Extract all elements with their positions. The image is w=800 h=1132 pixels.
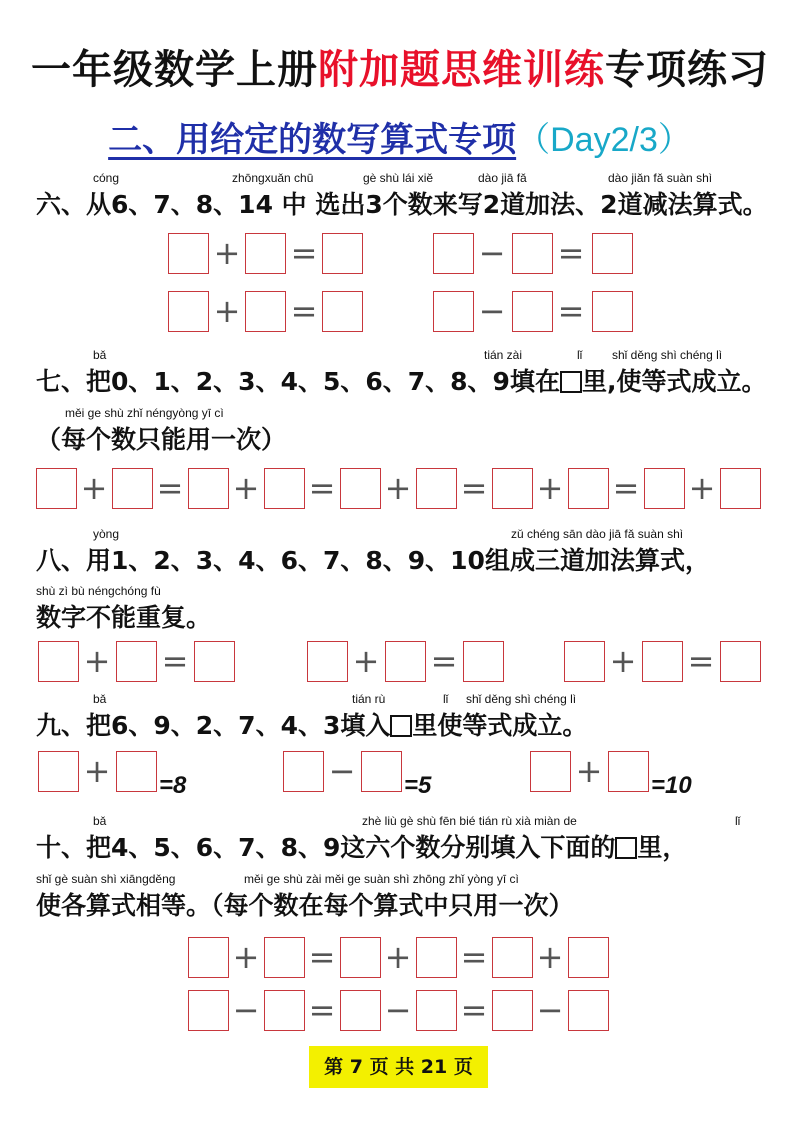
equals-sign: =	[308, 938, 336, 976]
q7-pinyin-line2: měi ge shù zhǐ néngyòng yī cì	[65, 406, 224, 420]
q9-result-3: =10	[651, 772, 692, 799]
q6-pinyin-cong: cóng	[93, 171, 120, 185]
plus-sign: +	[688, 469, 716, 507]
plus-sign: +	[536, 469, 564, 507]
answer-box[interactable]	[188, 990, 229, 1031]
q10-pinyin-line2a: shǐ gè suàn shì xiāngděng	[36, 872, 176, 886]
q7-pinyin-ba: bǎ	[93, 348, 107, 362]
answer-box[interactable]	[568, 937, 609, 978]
page-subtitle: 二、用给定的数写算式专项（Day2/3）	[108, 120, 692, 160]
q10-pinyin-ba: bǎ	[93, 814, 107, 828]
q10-pinyin-line1: zhè liù gè shù fēn bié tián rù xià miàn de	[362, 814, 577, 828]
answer-box[interactable]	[245, 291, 286, 332]
plus-sign: +	[83, 752, 111, 790]
answer-box[interactable]	[644, 468, 685, 509]
equals-sign: =	[687, 642, 715, 680]
answer-box[interactable]	[564, 641, 605, 682]
plus-sign: +	[80, 469, 108, 507]
minus-sign: −	[232, 991, 260, 1029]
answer-box[interactable]	[340, 937, 381, 978]
equals-sign: =	[308, 991, 336, 1029]
answer-box[interactable]	[512, 233, 553, 274]
q6-pinyin-daojiafa: dào jiā fǎ	[478, 171, 527, 185]
answer-box[interactable]	[416, 990, 457, 1031]
q9-result-1: =8	[159, 772, 187, 799]
q7-pinyin-li: lǐ	[577, 348, 583, 362]
answer-box[interactable]	[720, 641, 761, 682]
answer-box[interactable]	[116, 751, 157, 792]
q7-note: （每个数只能用一次）	[36, 425, 287, 454]
answer-box[interactable]	[608, 751, 649, 792]
q7-text: 七、把0、1、2、3、4、5、6、7、8、9填在 里,使等式成立。	[36, 367, 767, 396]
equals-sign: =	[290, 234, 318, 272]
q9-pinyin-tianru: tián rù	[352, 692, 386, 706]
inline-box-icon	[615, 837, 637, 859]
q10-text2: 使各算式相等。（每个数在每个算式中只用一次）	[36, 891, 574, 920]
equals-sign: =	[308, 469, 336, 507]
answer-box[interactable]	[463, 641, 504, 682]
answer-box[interactable]	[188, 468, 229, 509]
answer-box[interactable]	[307, 641, 348, 682]
answer-box[interactable]	[433, 233, 474, 274]
answer-box[interactable]	[36, 468, 77, 509]
q8-pinyin-line2: shù zì bù néngchóng fù	[36, 584, 161, 598]
q8-pinyin-yong: yòng	[93, 527, 120, 541]
q8-text: 八、用1、2、3、4、6、7、8、9、10组成三道加法算式，	[36, 546, 710, 575]
answer-box[interactable]	[264, 468, 305, 509]
equals-sign: =	[460, 938, 488, 976]
plus-sign: +	[232, 938, 260, 976]
inline-box-icon	[560, 371, 582, 393]
q9-text: 九、把6、9、2、7、4、3填入 里使等式成立。	[36, 711, 588, 740]
minus-sign: −	[478, 234, 506, 272]
answer-box[interactable]	[245, 233, 286, 274]
answer-box[interactable]	[283, 751, 324, 792]
equals-sign: =	[290, 292, 318, 330]
answer-box[interactable]	[168, 233, 209, 274]
minus-sign: −	[384, 991, 412, 1029]
q6-pinyin-daojianfa: dào jiǎn fǎ suàn shì	[608, 171, 713, 185]
page-number-footer: 第 7 页 共 21 页	[309, 1046, 488, 1088]
equals-sign: =	[557, 234, 585, 272]
answer-box[interactable]	[416, 468, 457, 509]
equals-sign: =	[161, 642, 189, 680]
answer-box[interactable]	[322, 233, 363, 274]
answer-box[interactable]	[492, 937, 533, 978]
answer-box[interactable]	[385, 641, 426, 682]
plus-sign: +	[609, 642, 637, 680]
q10-pinyin-line2b: měi ge shù zài měi ge suàn shì zhōng zhǐ yòng yī cì	[244, 872, 519, 886]
answer-box[interactable]	[38, 751, 79, 792]
minus-sign: −	[328, 752, 356, 790]
answer-box[interactable]	[322, 291, 363, 332]
minus-sign: −	[536, 991, 564, 1029]
page-title: 一年级数学上册附加题思维训练专项练习	[31, 47, 769, 93]
answer-box[interactable]	[194, 641, 235, 682]
answer-box[interactable]	[188, 937, 229, 978]
q9-result-2: =5	[404, 772, 432, 799]
q7-pinyin-tianzai: tián zài	[484, 348, 523, 362]
answer-box[interactable]	[116, 641, 157, 682]
answer-box[interactable]	[433, 291, 474, 332]
answer-box[interactable]	[340, 990, 381, 1031]
answer-box[interactable]	[492, 468, 533, 509]
answer-box[interactable]	[264, 990, 305, 1031]
plus-sign: +	[352, 642, 380, 680]
answer-box[interactable]	[340, 468, 381, 509]
answer-box[interactable]	[642, 641, 683, 682]
answer-box[interactable]	[720, 468, 761, 509]
plus-sign: +	[213, 234, 241, 272]
q7-pinyin-shideng: shǐ děng shì chéng lì	[612, 348, 723, 362]
inline-box-icon	[390, 715, 412, 737]
equals-sign: =	[430, 642, 458, 680]
q9-pinyin-ba: bǎ	[93, 692, 107, 706]
equals-sign: =	[156, 469, 184, 507]
plus-sign: +	[536, 938, 564, 976]
answer-box[interactable]	[416, 937, 457, 978]
plus-sign: +	[384, 469, 412, 507]
answer-box[interactable]	[568, 990, 609, 1031]
plus-sign: +	[213, 292, 241, 330]
minus-sign: −	[478, 292, 506, 330]
answer-box[interactable]	[38, 641, 79, 682]
q9-pinyin-li: lǐ	[443, 692, 449, 706]
plus-sign: +	[232, 469, 260, 507]
answer-box[interactable]	[168, 291, 209, 332]
answer-box[interactable]	[264, 937, 305, 978]
answer-box[interactable]	[512, 291, 553, 332]
q8-pinyin-line1: zǔ chéng sān dào jiā fǎ suàn shì	[511, 527, 684, 541]
answer-box[interactable]	[112, 468, 153, 509]
q6-text: 六、从6、7、8、14 中 选出3个数来写2道加法、2道减法算式。	[36, 190, 768, 219]
equals-sign: =	[460, 991, 488, 1029]
q10-text: 十、把4、5、6、7、8、9这六个数分别填入下面的 里，	[36, 833, 688, 862]
q9-pinyin-shideng: shǐ děng shì chéng lì	[466, 692, 577, 706]
q6-pinyin-zhongxuanchu: zhōngxuǎn chū	[232, 171, 314, 185]
equals-sign: =	[557, 292, 585, 330]
equals-sign: =	[460, 469, 488, 507]
answer-box[interactable]	[592, 233, 633, 274]
q6-pinyin-geshu: gè shù lái xiě	[363, 171, 434, 185]
plus-sign: +	[83, 642, 111, 680]
answer-box[interactable]	[568, 468, 609, 509]
answer-box[interactable]	[592, 291, 633, 332]
plus-sign: +	[575, 752, 603, 790]
plus-sign: +	[384, 938, 412, 976]
q8-text2: 数字不能重复。	[36, 603, 212, 632]
equals-sign: =	[612, 469, 640, 507]
answer-box[interactable]	[530, 751, 571, 792]
answer-box[interactable]	[361, 751, 402, 792]
q10-pinyin-li: lǐ	[735, 814, 741, 828]
answer-box[interactable]	[492, 990, 533, 1031]
